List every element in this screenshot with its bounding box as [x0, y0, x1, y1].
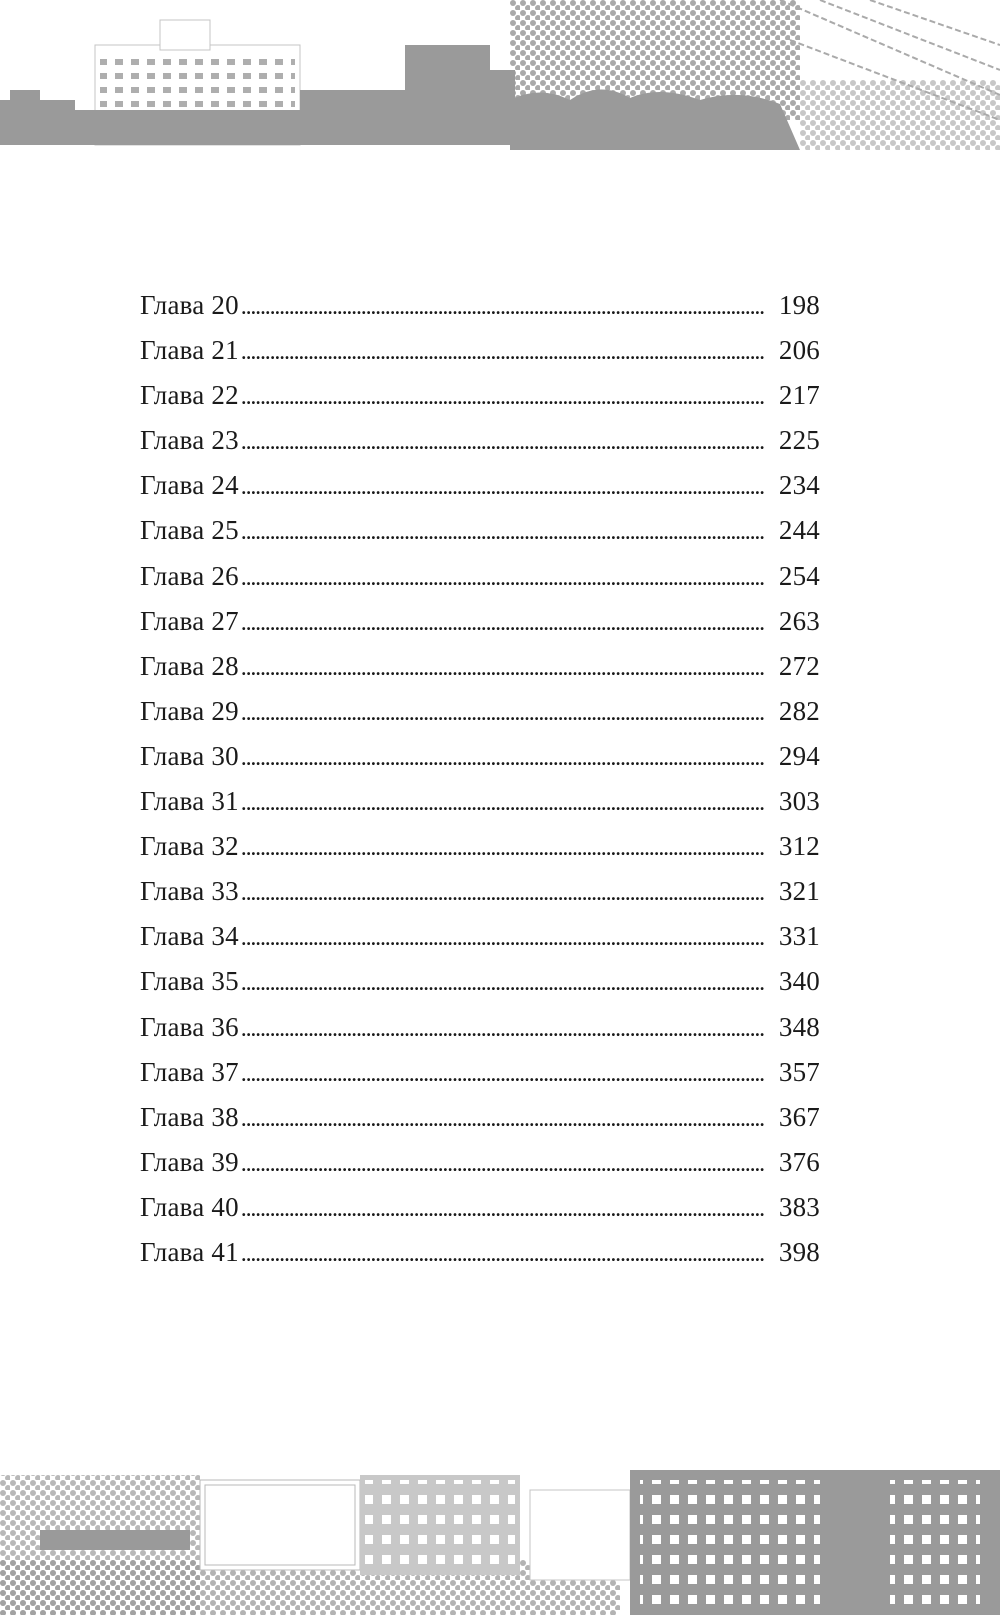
toc-entry	[140, 824, 820, 869]
toc-entry	[140, 1050, 820, 1095]
bottom-cityscape-illustration	[0, 1470, 1000, 1615]
toc-dot-leader	[241, 1005, 764, 1052]
toc-entry	[140, 283, 820, 328]
toc-dot-leader	[241, 328, 764, 375]
toc-dot-leader	[241, 869, 764, 916]
toc-dot-leader	[241, 373, 764, 420]
toc-entry-page: 367	[778, 1101, 820, 1132]
toc-entry-title: Глава 24	[140, 470, 239, 501]
toc-entry	[140, 463, 820, 508]
toc-entry-title: Глава 23	[140, 425, 239, 456]
toc-entry	[140, 644, 820, 689]
toc-dot-leader	[241, 1050, 764, 1097]
toc-entry-title: Глава 36	[140, 1011, 239, 1042]
toc-dot-leader	[241, 508, 764, 555]
toc-entry-page: 244	[778, 515, 820, 546]
toc-entry-title: Глава 34	[140, 921, 239, 952]
toc-entry-title: Глава 27	[140, 605, 239, 636]
toc-entry	[140, 554, 820, 599]
toc-dot-leader	[241, 734, 764, 781]
toc-entry-page: 340	[778, 966, 820, 997]
toc-entry-page: 383	[778, 1191, 820, 1222]
toc-entry	[140, 869, 820, 914]
toc-entry	[140, 1140, 820, 1185]
toc-entry-title: Глава 30	[140, 740, 239, 771]
toc-entry-title: Глава 22	[140, 380, 239, 411]
toc-entry	[140, 328, 820, 373]
toc-entry-page: 348	[778, 1011, 820, 1042]
toc-entry-page: 376	[778, 1146, 820, 1177]
toc-dot-leader	[241, 283, 764, 330]
toc-entry	[140, 1005, 820, 1050]
toc-entry-title: Глава 29	[140, 695, 239, 726]
toc-dot-leader	[241, 689, 764, 736]
toc-entry	[140, 1095, 820, 1140]
toc-entry-title: Глава 35	[140, 966, 239, 997]
toc-dot-leader	[241, 959, 764, 1006]
toc-dot-leader	[241, 1095, 764, 1142]
toc-entry-page: 263	[778, 605, 820, 636]
toc-entry	[140, 959, 820, 1004]
table-of-contents	[140, 283, 820, 1275]
toc-entry-page: 254	[778, 560, 820, 591]
toc-entry-title: Глава 39	[140, 1146, 239, 1177]
toc-dot-leader	[241, 418, 764, 465]
toc-entry-title: Глава 32	[140, 831, 239, 862]
toc-entry	[140, 1230, 820, 1275]
toc-dot-leader	[241, 599, 764, 646]
toc-dot-leader	[241, 463, 764, 510]
toc-entry-title: Глава 31	[140, 786, 239, 817]
toc-entry	[140, 1185, 820, 1230]
toc-entry	[140, 508, 820, 553]
toc-entry-page: 294	[778, 740, 820, 771]
toc-entry	[140, 734, 820, 779]
toc-entry-title: Глава 25	[140, 515, 239, 546]
toc-entry	[140, 689, 820, 734]
toc-dot-leader	[241, 1140, 764, 1187]
toc-entry-title: Глава 37	[140, 1056, 239, 1087]
toc-entry-title: Глава 21	[140, 335, 239, 366]
toc-entry-page: 234	[778, 470, 820, 501]
toc-entry	[140, 779, 820, 824]
toc-entry-page: 303	[778, 786, 820, 817]
bottom-cityscape-banner	[0, 1470, 1000, 1615]
toc-entry	[140, 599, 820, 644]
toc-dot-leader	[241, 644, 764, 691]
toc-entry-title: Глава 20	[140, 290, 239, 320]
toc-entry-title: Глава 41	[140, 1236, 239, 1267]
toc-entry-page: 321	[778, 876, 820, 907]
toc-entry-page: 357	[778, 1056, 820, 1087]
toc-entry-page: 312	[778, 831, 820, 862]
toc-dot-leader	[241, 914, 764, 961]
toc-entry-page: 206	[778, 335, 820, 366]
toc-dot-leader	[241, 824, 764, 871]
toc-entry-page: 282	[778, 695, 820, 726]
toc-entry-title: Глава 38	[140, 1101, 239, 1132]
toc-entry-page: 217	[778, 380, 820, 411]
toc-entry-title: Глава 26	[140, 560, 239, 591]
toc-entry-page: 398	[778, 1236, 820, 1267]
toc-entry-page: 272	[778, 650, 820, 681]
toc-entry	[140, 914, 820, 959]
toc-dot-leader	[241, 554, 764, 601]
toc-entry-page: 331	[778, 921, 820, 952]
toc-entry-page: 225	[778, 425, 820, 456]
toc-dot-leader	[241, 779, 764, 826]
top-cityscape-illustration	[0, 0, 1000, 150]
toc-entry-title: Глава 40	[140, 1191, 239, 1222]
toc-entry	[140, 418, 820, 463]
toc-dot-leader	[241, 1185, 764, 1232]
toc-entry-title: Глава 28	[140, 650, 239, 681]
toc-entry-page: 198	[778, 290, 820, 320]
toc-entry-title: Глава 33	[140, 876, 239, 907]
top-cityscape-banner	[0, 0, 1000, 150]
toc-dot-leader	[241, 1230, 764, 1277]
toc-entry	[140, 373, 820, 418]
